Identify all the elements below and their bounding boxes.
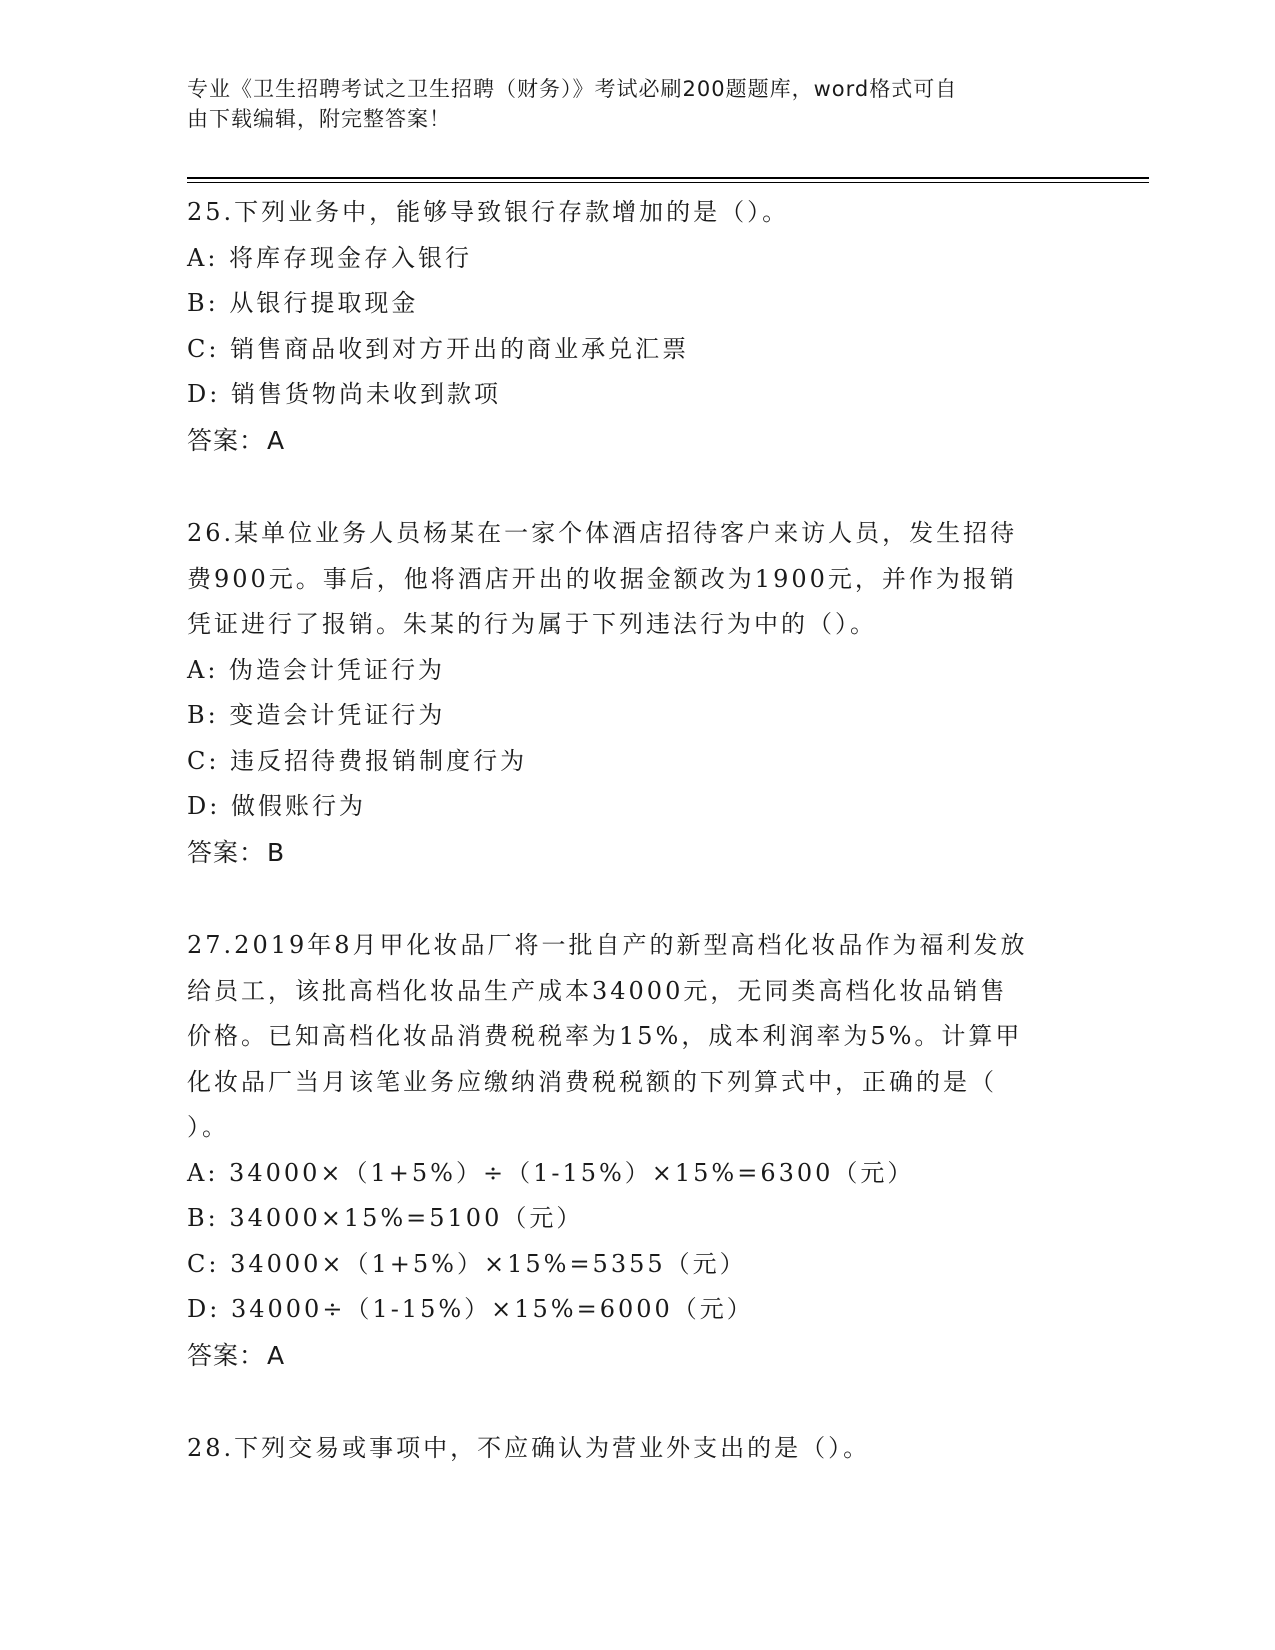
question-stem-line: 26.某单位业务人员杨某在一家个体酒店招待客户来访人员，发生招待 <box>187 519 1018 547</box>
question-stem: 25.下列业务中，能够导致银行存款增加的是（）。 <box>187 198 790 226</box>
answer-value: B <box>267 837 286 867</box>
header-divider-thin <box>187 182 1149 183</box>
header-divider-thick <box>187 177 1149 179</box>
header-line-2: 由下载编辑，附完整答案！ <box>187 107 451 131</box>
answer-line: 答案：B <box>187 837 286 867</box>
option-a: A: 伪造会计凭证行为 <box>187 655 446 684</box>
option-a: A: 将库存现金存入银行 <box>187 243 473 272</box>
option-d: D: 销售货物尚未收到款项 <box>187 380 501 408</box>
answer-value: A <box>267 425 286 455</box>
option-b: B: 从银行提取现金 <box>187 289 419 317</box>
answer-line: 答案：A <box>187 425 286 455</box>
question-list <box>187 190 1087 1472</box>
question-26 <box>187 511 1087 875</box>
option-c: C: 34000×（1+5%）×15%=5355（元） <box>187 1249 747 1278</box>
question-stem-line: 27.2019年8月甲化妆品厂将一批自产的新型高档化妆品作为福利发放 <box>187 931 1028 959</box>
question-stem-line: 凭证进行了报销。朱某的行为属于下列违法行为中的（）。 <box>187 610 877 638</box>
question-stem-line: ）。 <box>187 1113 229 1141</box>
document-header <box>187 74 1067 134</box>
option-d: D: 34000÷（1-15%）×15%=6000（元） <box>187 1295 754 1323</box>
option-b: B: 变造会计凭证行为 <box>187 701 446 729</box>
option-c: C: 违反招待费报销制度行为 <box>187 746 528 775</box>
option-c: C: 销售商品收到对方开出的商业承兑汇票 <box>187 334 690 363</box>
question-stem-line: 费900元。事后，他将酒店开出的收据金额改为1900元，并作为报销 <box>187 564 1017 593</box>
question-27 <box>187 923 1087 1378</box>
question-stem-line: 价格。已知高档化妆品消费税税率为15%，成本利润率为5%。计算甲 <box>187 1022 1023 1050</box>
answer-line: 答案：A <box>187 1340 286 1370</box>
question-28 <box>187 1426 1087 1472</box>
answer-value: A <box>267 1340 286 1370</box>
question-stem: 28.下列交易或事项中，不应确认为营业外支出的是（）。 <box>187 1434 871 1462</box>
question-stem-line: 给员工，该批高档化妆品生产成本34000元，无同类高档化妆品销售 <box>187 976 1008 1005</box>
question-25 <box>187 190 1087 463</box>
question-stem-line: 化妆品厂当月该笔业务应缴纳消费税税额的下列算式中，正确的是（ <box>187 1067 997 1096</box>
option-d: D: 做假账行为 <box>187 792 366 820</box>
header-line-1: 专业《卫生招聘考试之卫生招聘（财务）》考试必刷200题题库，word格式可自 <box>187 77 958 101</box>
option-b: B: 34000×15%=5100（元） <box>187 1204 584 1232</box>
option-a: A: 34000×（1+5%）÷（1-15%）×15%=6300（元） <box>187 1158 915 1187</box>
